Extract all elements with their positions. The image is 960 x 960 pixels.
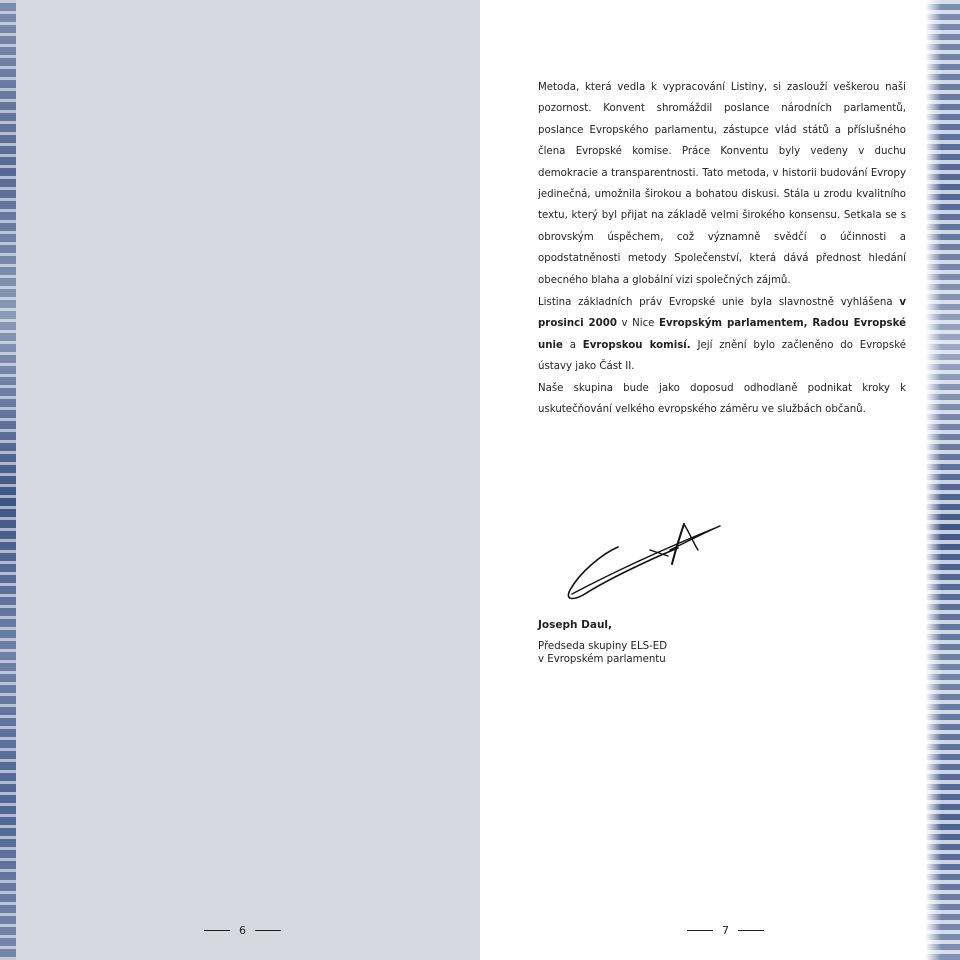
- page-number-rule: [738, 930, 764, 931]
- charter-bold-commission: Evropskou komisí.: [582, 339, 691, 351]
- page-number-rule: [687, 930, 713, 931]
- page-number-right: [687, 921, 764, 939]
- charter-text-3: a: [562, 339, 583, 351]
- page-number-rule: [204, 930, 230, 931]
- paragraph-charter: [538, 292, 906, 378]
- page-number-left: [204, 921, 281, 939]
- paragraph-method: Metoda, která vedla k vypracování Listiny, si zaslouží veškerou naši pozornost. Konvent shromáždil poslance národních parlamentů, poslance Evropského parlamentu, zástupce vlád států a příslušného člena Evropské komise. Práce Konventu byly vedeny v duchu demokracie a transparentnosti. Tato metoda, v historii budování Evropy jedinečná, umožnila širokou a bohatou diskusi. Stála u zrodu kvalitního textu, který byl přijat na základě velmi širokého konsensu. Setkala se s obrovským úspěchem, což významně svědčí o účinnosti a opodstatněnosti metody Společenství, která dává přednost hledání obecného blaha a globální vizi společných zájmů.: [538, 82, 906, 286]
- handwritten-signature: [566, 520, 726, 604]
- signer-name: Joseph Daul,: [538, 619, 613, 631]
- signer-role-line-2: v Evropském parlamentu: [538, 654, 666, 665]
- charter-text-4: Její znění bylo začleněno do Evropské ústavy jako Část II.: [538, 339, 906, 373]
- right-decorative-edge: [926, 0, 960, 960]
- signer-role: [538, 640, 667, 666]
- page-number-rule: [255, 930, 281, 931]
- signer-role-line-1: Předseda skupiny ELS-ED: [538, 641, 668, 652]
- charter-text-2: v Nice: [616, 318, 660, 330]
- paragraph-group: Naše skupina bude jako doposud odhodlaně podnikat kroky k uskutečňování velkého evropského záměru ve službách občanů.: [538, 383, 906, 416]
- left-decorative-edge: [0, 0, 16, 960]
- page-number-value: 6: [239, 923, 246, 937]
- page-number-value: 7: [722, 923, 729, 937]
- charter-text-1: Listina základních práv Evropské unie byla slavnostně vyhlášena: [538, 297, 900, 308]
- charter-bold-date: v prosinci 2000: [538, 297, 906, 330]
- charter-bold-institutions: Evropským parlamentem, Radou Evropské unie: [538, 318, 906, 351]
